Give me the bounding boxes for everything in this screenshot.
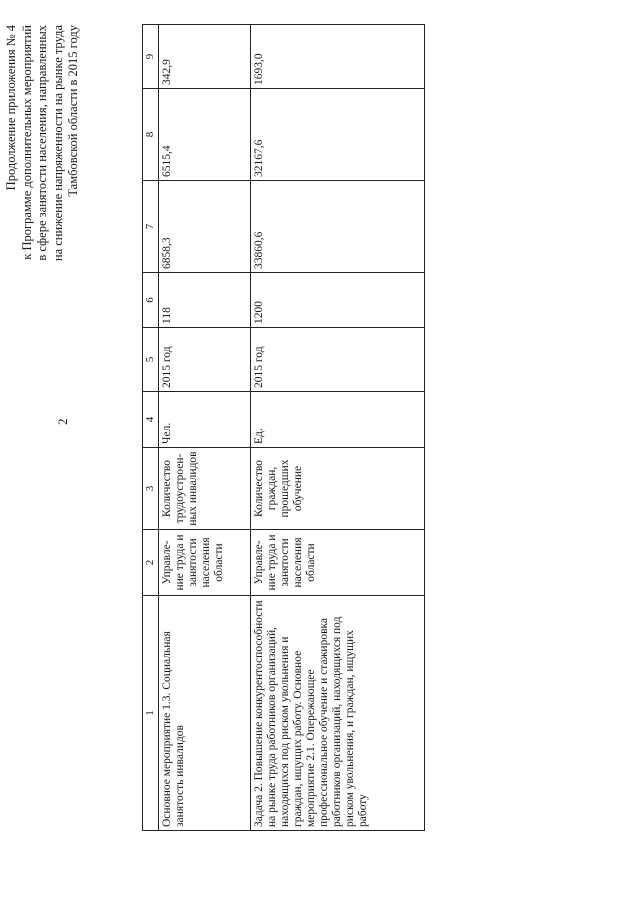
period: 2015 год: [251, 328, 425, 392]
federal-amount: 6515,4: [159, 89, 251, 181]
unit: Ед.: [251, 392, 425, 448]
regional-amount: 342,9: [159, 25, 251, 89]
table-row: [159, 25, 251, 831]
total-amount: 6858,3: [159, 181, 251, 273]
responsible-body: Управле-ние труда и занятости населения области: [251, 530, 425, 596]
indicator-name: Количество граждан, прошедших обучение: [251, 448, 425, 530]
measure-name: Задача 2. Повышение конкурентоспособности на рынке труда работников организаций, находящихся под риском увольнения и граждан, ищущих работу. Основное мероприятие 2.1. Опережающее профессиональное обучение и стажировка работников организаций, находящихся под риском увольнения, и граждан, ищущих работу: [251, 596, 425, 831]
col-number: 7: [143, 181, 159, 273]
total-amount: 33860,6: [251, 181, 425, 273]
table-row: [251, 25, 425, 831]
page-number: 2: [55, 418, 70, 425]
indicator-value: 1200: [251, 273, 425, 328]
header-line: в сфере занятости населения, направленных: [35, 25, 49, 261]
col-number: 9: [143, 25, 159, 89]
col-number: 5: [143, 328, 159, 392]
col-number: 1: [143, 596, 159, 831]
indicator-name: Количество трудоустроен-ных инвалидов: [159, 448, 251, 530]
col-number: 2: [143, 530, 159, 596]
header-line: Тамбовской области в 2015 году: [66, 25, 80, 197]
header-line: к Программе дополнительных мероприятий: [19, 25, 34, 260]
period: 2015 год: [159, 328, 251, 392]
col-number: 4: [143, 392, 159, 448]
measure-name: Основное мероприятие 1.3. Социальная занятость инвалидов: [159, 596, 251, 831]
responsible-body: Управле-ние труда и занятости населения области: [159, 530, 251, 596]
column-number-row: [143, 25, 159, 831]
indicator-value: 118: [159, 273, 251, 328]
unit: Чел.: [159, 392, 251, 448]
col-number: 8: [143, 89, 159, 181]
regional-amount: 1693,0: [251, 25, 425, 89]
measures-table: [142, 24, 425, 831]
header-line: на снижение напряженности на рынке труда: [50, 25, 65, 262]
header-line: Продолжение приложения № 4: [4, 25, 18, 191]
col-number: 3: [143, 448, 159, 530]
federal-amount: 32167,6: [251, 89, 425, 181]
appendix-header: [4, 25, 82, 345]
col-number: 6: [143, 273, 159, 328]
